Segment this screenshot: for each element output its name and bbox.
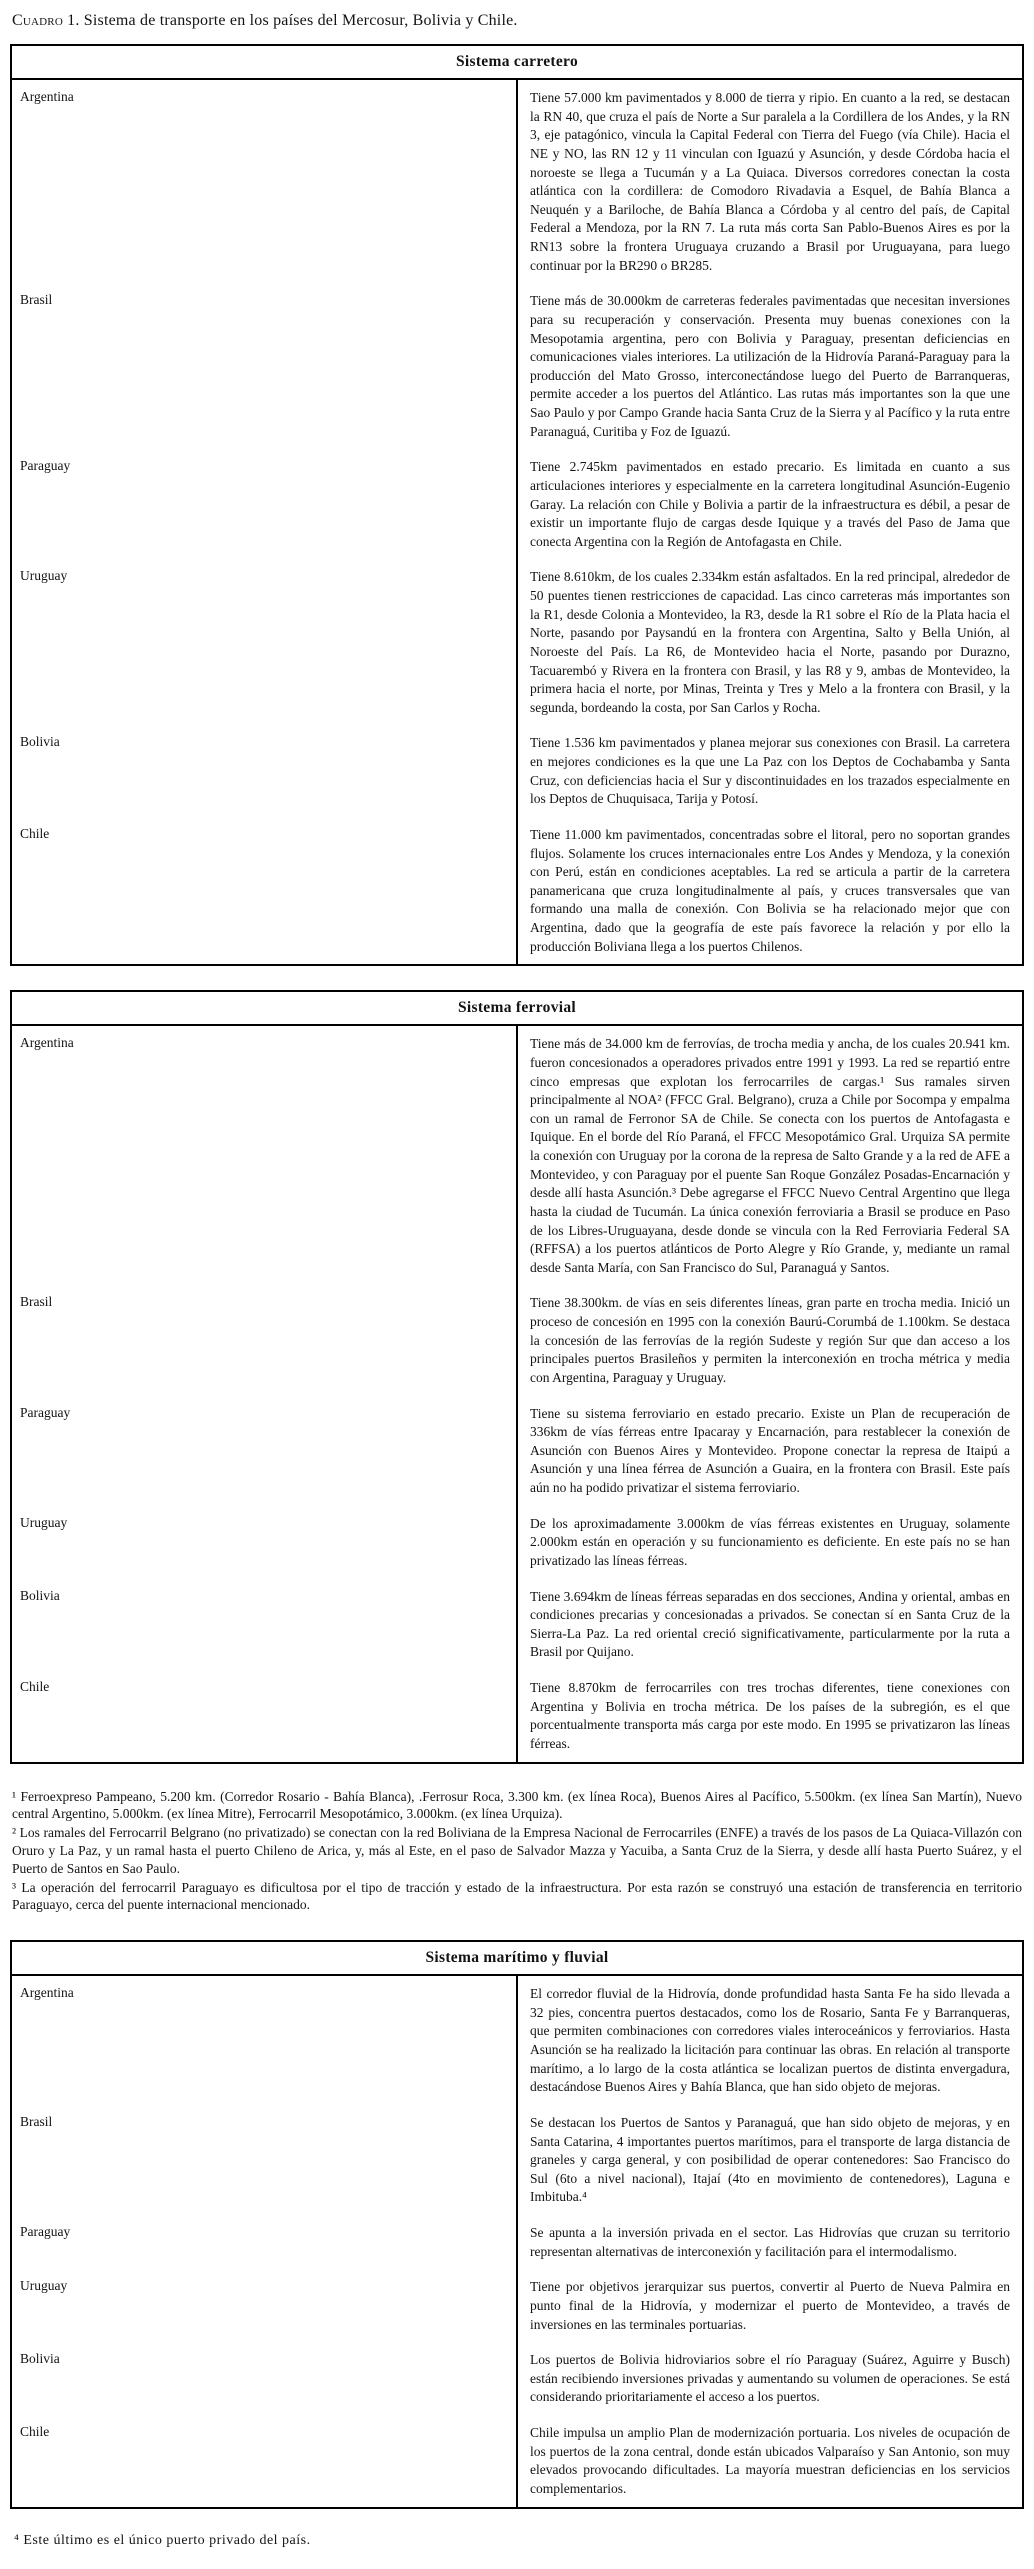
description-cell: Tiene 1.536 km pavimentados y planea mejorar sus conexiones con Brasil. La carretera en mejores condiciones es la que une La Paz con los Deptos de Cochabamba y Santa Cruz, con deficiencias hacia el Sur y discontinuidades en los trazados especialmente en los Deptos de Chuquisaca, Tarija y Potosí. [530, 735, 1010, 807]
footnote-2: ² Los ramales del Ferrocarril Belgrano (no privatizado) se conectan con la red Boliviana de la Empresa Nacional de Ferrocarriles (ENFE) a través de los pasos de La Quiaca-Villazón con Oruro y La Paz, y un ramal hasta el puerto Chileno de Arica, y, más al Este, en el paso de Salvador Mazza y Yacuiba, a Santa Cruz de la Sierra, y desde allí hasta Puerto Suárez, y el Puerto de Santos en Sao Paulo. [12, 1825, 1022, 1876]
title-text: Sistema de transporte en los países del Mercosur, Bolivia y Chile. [79, 12, 518, 29]
description-cell: Chile impulsa un amplio Plan de modernización portuaria. Los niveles de ocupación de los puertos de la zona central, donde están ubicados Valparaíso y San Antonio, son muy elevados provocando dificultades. La mayoría muestran deficiencias en los servicios complementarios. [530, 2425, 1010, 2496]
maritime-system-table [10, 1940, 1024, 2508]
table-row-chile [11, 1670, 1023, 1763]
description-cell: De los aproximadamente 3.000km de vías férreas existentes en Uruguay, solamente 2.000km están en operación y su funcionamiento es deficiente. En este país no se han privatizado las líneas férreas. [530, 1515, 1010, 1568]
table-header: Sistema carretero [11, 45, 1023, 79]
country-cell: Brasil [11, 283, 517, 449]
table-row-bolivia [11, 1579, 1023, 1671]
table-row-argentina [11, 1975, 1023, 2105]
footnote-3: ³ La operación del ferrocarril Paraguayo es dificultosa por el tipo de tracción y estado de la infraestructura. Por esta razón se construyó una estación de transferencia en territorio Paraguayo, cerca del puente internacional mencionado. [12, 1879, 1022, 1913]
country-cell: Chile [11, 2415, 517, 2508]
country-cell: Uruguay [11, 2269, 517, 2342]
table-row-argentina [11, 79, 1023, 283]
table-row-chile [11, 817, 1023, 965]
description-cell: Tiene 8.610km, de los cuales 2.334km están asfaltados. En la red principal, alrededor de 50 puentes tienen restricciones de capacidad. Las cinco carreteras más importantes son la R1, desde Colonia a Montevideo, la R3, desde la R1 sobre el Río de la Plata hacia el Norte, pasando por Paysandú en la frontera con Argentina, Salto y Bella Unión, al Noroeste del País. La R6, de Montevideo hacia el Norte, pasando por Durazno, Tacuarembó y Rivera en la frontera con Brasil, y las R8 y 9, ambas de Montevideo, la primera hacia el norte, por Minas, Treinta y Tres y Melo a la frontera con Brasil, y la segunda, bordeando la costa, por San Carlos y Rocha. [530, 569, 1010, 715]
description-cell: Tiene 11.000 km pavimentados, concentradas sobre el litoral, pero no soportan grandes flujos. Solamente los cruces internacionales entre Los Andes y Mendoza, y la conexión con Perú, están en condiciones aceptables. La red se articula a partir de la carretera panamericana que cruza longitudinalmente al país, y cruces transversales que van formando una malla de conexión. Con Bolivia se ha relacionado mejor que con Argentina, dado que la geografía de este país favorece la relación y por ello la producción Boliviana llega a los puertos Chilenos. [530, 826, 1010, 954]
road-system-table [10, 44, 1024, 966]
country-cell: Paraguay [11, 1396, 517, 1506]
description-cell: Tiene más de 34.000 km de ferrovías, de trocha media y ancha, de los cuales 20.941 km. fueron concesionados a operadores privados entre 1991 y 1993. La red se repartió entre cinco empresas que explotan los ferrocarriles de cargas.¹ Sus ramales sirven principalmente al NOA² (FFCC Gral. Belgrano), cruza a Chile por Socompa y empalma con un ramal de Ferronor SA de Chile. Se conecta con los puertos de Antofagasta e Iquique. En el borde del Río Paraná, el FFCC Mesopotámico Gral. Urquiza SA permite la conexión con Uruguay por la corona de la represa de Salto Grande y a la red de AFE a Montevideo, y con Paraguay por el puente San Roque González Posadas-Encarnación y desde allí hasta Asunción.³ Debe agregarse el FFCC Nuevo Central Argentino que llega hasta la ciudad de Tucumán. La única conexión ferroviaria a Brasil se produce en Paso de los Libres-Uruguayana, desde donde se vincula con la Red Ferroviaria Federal SA (RFFSA) a los puertos atlánticos de Porto Alegre y Río Grande, y, mediante un ramal desde Santa María, con San Francisco do Sul, Paranaguá y Santos. [530, 1036, 1010, 1275]
table-row-brasil [11, 2105, 1023, 2215]
country-cell: Chile [11, 817, 517, 965]
table-row-paraguay [11, 449, 1023, 559]
table-row-chile [11, 2415, 1023, 2508]
table-row-paraguay [11, 1396, 1023, 1506]
rail-system-table [10, 990, 1024, 1763]
description-cell: Tiene más de 30.000km de carreteras federales pavimentadas que necesitan inversiones para su recuperación y conservación. Presenta muy buenas conexiones con la Mesopotamia argentina, pero con Bolivia y Paraguay, presentan deficiencias en comunicaciones viales interiores. La utilización de la Hidrovía Paraná-Paraguay para la producción del Mato Grosso, interconectándose luego del Puerto de Barranqueras, permite acceder a los puertos del Atlántico. Las rutas más importantes son la que une Sao Paulo y por Campo Grande hacia Santa Cruz de la Sierra y al Pacífico y la ruta entre Paranaguá, Curitiba y Foz de Iguazú. [530, 293, 1010, 439]
table-header-row [11, 45, 1023, 79]
country-cell: Argentina [11, 1025, 517, 1285]
country-cell: Paraguay [11, 2215, 517, 2269]
country-cell: Paraguay [11, 449, 517, 559]
description-cell: Los puertos de Bolivia hidroviarios sobre el río Paraguay (Suárez, Aguirre y Busch) están recibiendo inversiones privadas y aumentando su volumen de operaciones. Se está considerando prioritariamente el acceso a los puertos. [530, 2352, 1010, 2405]
description-cell: Tiene 57.000 km pavimentados y 8.000 de tierra y ripio. En cuanto a la red, se destacan la RN 40, que cruza el país de Norte a Sur paralela a la Cordillera de los Andes, y la RN 3, eje patagónico, vincula la Capital Federal con Tierra del Fuego (vía Chile). Hacia el NE y NO, las RN 12 y 11 vinculan con Iguazú y Asunción, y desde Córdoba hacia el noroeste se llega a Tucumán y a La Quiaca. Diversos corredores conectan la costa atlántica con la cordillera: de Comodoro Rivadavia a Esquel, de Bahía Blanca a Neuquén y a Bariloche, de Bahía Blanca a Córdoba y al centro del país, de Capital Federal a Mendoza, por la RN 7. La ruta más corta San Pablo-Buenos Aires es por la RN13 sobre la frontera Uruguaya cruzando a Brasil por Uruguayana, para luego continuar por la BR290 o BR285. [530, 90, 1010, 273]
description-cell: Tiene su sistema ferroviario en estado precario. Existe un Plan de recuperación de 336km de vías férreas entre Ipacaray y Encarnación, para restablecer la conexión de Asunción con Buenos Aires y Montevideo. Propone conectar la represa de Itaipú a Asunción y una línea férrea de Asunción a Guaira, en la frontera con Brasil. Este país aún no ha podido privatizar el sistema ferroviario. [530, 1405, 1010, 1495]
description-cell: Tiene por objetivos jerarquizar sus puertos, convertir al Puerto de Nueva Palmira en punto final de la Hidrovía, y modernizar el puerto de Montevideo, a través de inversiones en las terminales portuarias. [530, 2279, 1010, 2332]
country-cell: Bolivia [11, 725, 517, 817]
table-number-label: Cuadro 1. [12, 12, 80, 29]
country-cell: Uruguay [11, 559, 517, 725]
table-row-paraguay [11, 2215, 1023, 2269]
description-cell: Tiene 2.745km pavimentados en estado precario. Es limitada en cuanto a sus articulaciones interiores y especialmente en la carretera longitudinal Asunción-Eugenio Garay. La relación con Chile y Bolivia a partir de la infraestructura es débil, a pesar de existir un importante flujo de cargas desde Iquique y a través del Paso de Jama que conecta Argentina con la Región de Antofagasta en Chile. [530, 459, 1010, 549]
page-title [12, 12, 1024, 30]
table-row-bolivia [11, 2342, 1023, 2415]
description-cell: Tiene 3.694km de líneas férreas separadas en dos secciones, Andina y oriental, ambas en condiciones precarias y concesionadas a privados. Se conectan sí en Santa Cruz de la Sierra-La Paz. La red oriental creció significativamente, particularmente por la ruta a Brasil por Quijano. [530, 1588, 1010, 1660]
footnote-1: ¹ Ferroexpreso Pampeano, 5.200 km. (Corredor Rosario - Bahía Blanca), .Ferrosur Roca, 3.300 km. (ex línea Roca), Buenos Aires al Pacífico, 5.500km. (ex línea San Martín), Nuevo central Argentino, 5.000km. (ex línea Mitre), Ferrocarril Mesopotámico, 3.000km. (ex línea Urquiza). [12, 1788, 1022, 1822]
description-cell: Tiene 38.300km. de vías en seis diferentes líneas, gran parte en trocha media. Inició un proceso de concesión en 1995 con la conexión Baurú-Corumbá de 1.100km. Se destaca la concesión de las ferrovías de la región Sudeste y región Sur que dan acceso a los principales puertos Brasileños y permiten la interconexión en trocha métrica y media con Argentina, Paraguay y Uruguay. [530, 1295, 1010, 1385]
country-cell: Brasil [11, 1285, 517, 1395]
description-cell: Tiene 8.870km de ferrocarriles con tres trochas diferentes, tiene conexiones con Argentina y Bolivia en trocha métrica. De los países de la subregión, es el que porcentualmente transporta más carga por este modo. En 1995 se privatizaron las líneas férreas. [530, 1680, 1010, 1751]
footnote-4: ⁴ Este último es el único puerto privado del país. [14, 2532, 311, 2548]
country-cell: Argentina [11, 79, 517, 283]
table-row-argentina [11, 1025, 1023, 1285]
description-cell: Se apunta a la inversión privada en el sector. Las Hidrovías que cruzan su territorio representan alternativas de interconexión y facilitación para el intermodalismo. [530, 2225, 1010, 2259]
table-row-uruguay [11, 2269, 1023, 2342]
table-header: Sistema ferrovial [11, 991, 1023, 1025]
country-cell: Uruguay [11, 1506, 517, 1579]
description-cell: El corredor fluvial de la Hidrovía, donde profundidad hasta Santa Fe ha sido llevada a 32 pies, concentra puertos destacados, como los de Rosario, Santa Fe y Barranqueras, que permiten combinaciones con corredores viales interoceánicos y ferroviarios. Hasta Asunción se ha realizado la licitación para continuar las obras. En relación al transporte marítimo, a lo largo de la costa atlántica se localizan puertos de distinta envergadura, destacándose Buenos Aires y Bahía Blanca, que han sido objeto de mejoras. [530, 1986, 1010, 2095]
table-header: Sistema marítimo y fluvial [11, 1941, 1023, 1975]
country-cell: Bolivia [11, 1579, 517, 1671]
country-cell: Brasil [11, 2105, 517, 2215]
country-cell: Bolivia [11, 2342, 517, 2415]
table-row-uruguay [11, 1506, 1023, 1579]
footnotes-block [12, 1788, 1022, 1915]
table-row-brasil [11, 1285, 1023, 1395]
table-row-uruguay [11, 559, 1023, 725]
table-header-row [11, 1941, 1023, 1975]
table-header-row [11, 991, 1023, 1025]
country-cell: Chile [11, 1670, 517, 1763]
country-cell: Argentina [11, 1975, 517, 2105]
description-cell: Se destacan los Puertos de Santos y Paranaguá, que han sido objeto de mejoras, y en Santa Catarina, 4 importantes puertos marítimos, para el transporte de larga distancia de graneles y carga general, y con posibilidad de operar contenedores: Sao Francisco do Sul (6to a nivel nacional), Itajaí (4to en movimiento de contenedores), Laguna e Imbituba.⁴ [530, 2114, 1010, 2205]
table-row-bolivia [11, 725, 1023, 817]
table-row-brasil [11, 283, 1023, 449]
